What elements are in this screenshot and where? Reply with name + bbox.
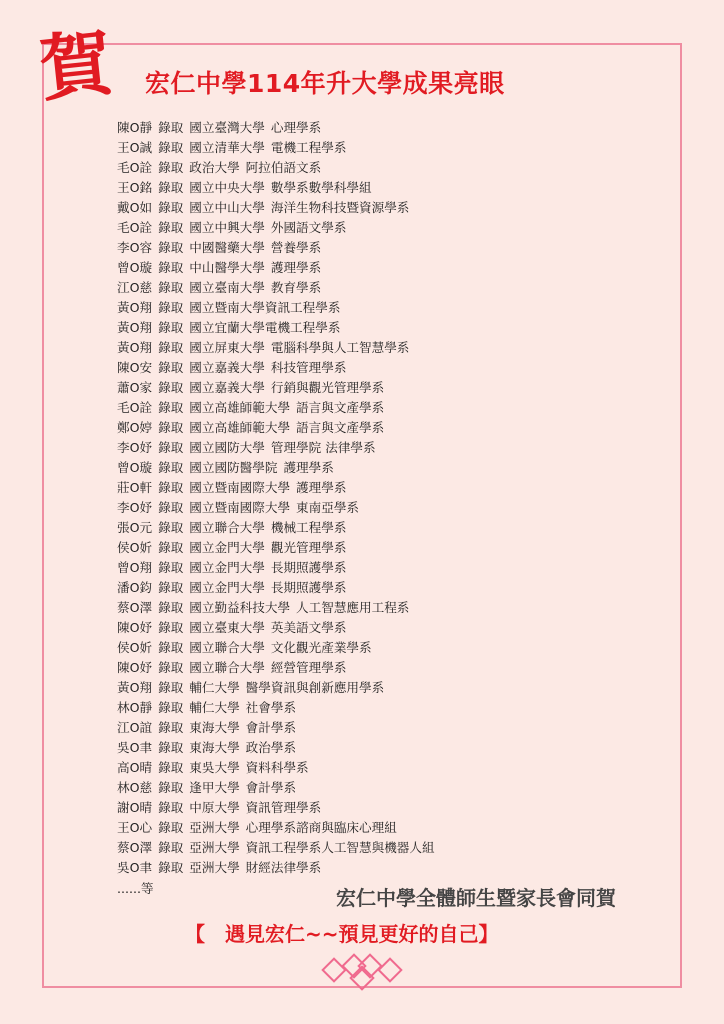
admission-name: 林O靜 — [117, 700, 153, 715]
admission-school: 國立高雄師範大學 — [189, 420, 291, 435]
admission-dept: 行銷與觀光管理學系 — [270, 380, 385, 395]
admission-row — [117, 798, 441, 818]
admission-action: 錄取 — [158, 240, 184, 255]
admission-dept: 管理學院 法律學系 — [270, 440, 376, 455]
admission-name: 吳O聿 — [117, 740, 153, 755]
admission-row — [117, 478, 441, 498]
admission-dept: 資料科學系 — [245, 760, 309, 775]
admission-dept: 營養學系 — [270, 240, 322, 255]
admission-name: 林O慈 — [117, 780, 153, 795]
admission-row — [117, 178, 441, 198]
admission-dept: 東南亞學系 — [296, 500, 360, 515]
admission-action: 錄取 — [158, 700, 184, 715]
admission-dept: 醫學資訊與創新應用學系 — [245, 680, 385, 695]
admission-school: 中原大學 — [189, 800, 240, 815]
admission-dept: 語言與文產學系 — [296, 420, 385, 435]
admission-dept: 語言與文產學系 — [296, 400, 385, 415]
slogan: 【 遇見宏仁~~預見更好的自己】 — [185, 922, 499, 946]
admission-school: 亞洲大學 — [189, 860, 240, 875]
admission-school: 國立國防大學 — [189, 440, 265, 455]
admission-name: 黃O翔 — [117, 680, 153, 695]
admission-row — [117, 318, 441, 338]
admission-school: 東海大學 — [189, 720, 240, 735]
admission-school: 國立聯合大學 — [189, 660, 265, 675]
admission-dept: 機械工程學系 — [270, 520, 347, 535]
admission-dept: 海洋生物科技暨資源學系 — [270, 200, 410, 215]
admission-action: 錄取 — [158, 120, 184, 135]
admission-action: 錄取 — [158, 720, 184, 735]
admission-row — [117, 458, 441, 478]
admission-name: 潘O鈞 — [117, 580, 153, 595]
admission-action: 錄取 — [158, 640, 184, 655]
admission-school: 國立勤益科技大學 — [189, 600, 291, 615]
admission-row — [117, 638, 441, 658]
admission-action: 錄取 — [158, 400, 184, 415]
admission-action: 錄取 — [158, 780, 184, 795]
admission-school: 中山醫學大學 — [189, 260, 265, 275]
admission-dept: 科技管理學系 — [270, 360, 347, 375]
admission-name: 江O慈 — [117, 280, 153, 295]
admission-action: 錄取 — [158, 820, 184, 835]
admission-action: 錄取 — [158, 580, 184, 595]
admission-school: 國立高雄師範大學 — [189, 400, 291, 415]
admission-dept: 心理學系 — [270, 120, 322, 135]
admission-school: 東吳大學 — [189, 760, 240, 775]
admission-row — [117, 738, 441, 758]
admission-row — [117, 278, 441, 298]
admission-school: 國立聯合大學 — [189, 640, 265, 655]
chinese-knot-decoration-icon — [316, 952, 408, 992]
admission-action: 錄取 — [158, 540, 184, 555]
admission-dept: 護理學系 — [296, 480, 347, 495]
admission-row — [117, 518, 441, 538]
admission-dept: 財經法律學系 — [245, 860, 322, 875]
admission-row — [117, 838, 441, 858]
admission-row — [117, 598, 441, 618]
admission-school: 國立暨南國際大學 — [189, 500, 291, 515]
admission-action: 錄取 — [158, 380, 184, 395]
admission-school: 國立清華大學 — [189, 140, 265, 155]
admission-dept: 教育學系 — [270, 280, 322, 295]
admission-school: 國立臺東大學 — [189, 620, 265, 635]
admission-name: 毛O詮 — [117, 220, 153, 235]
list-etc: ......等 — [117, 881, 154, 896]
admission-school: 國立屏東大學 — [189, 340, 265, 355]
admission-name: 謝O晴 — [117, 800, 153, 815]
admission-action: 錄取 — [158, 620, 184, 635]
admission-action: 錄取 — [158, 760, 184, 775]
admission-name: 陳O妤 — [117, 660, 153, 675]
admission-school: 國立臺灣大學 — [189, 120, 265, 135]
admission-row — [117, 818, 441, 838]
admission-action: 錄取 — [158, 660, 184, 675]
admission-school: 亞洲大學 — [189, 820, 240, 835]
admission-name: 王O誠 — [117, 140, 153, 155]
admission-name: 蔡O澤 — [117, 600, 153, 615]
admission-row — [117, 238, 441, 258]
admission-action: 錄取 — [158, 300, 184, 315]
admission-name: 陳O安 — [117, 360, 153, 375]
admission-name: 毛O詮 — [117, 160, 153, 175]
admission-school: 政治大學 — [189, 160, 240, 175]
admission-action: 錄取 — [158, 860, 184, 875]
admission-action: 錄取 — [158, 680, 184, 695]
admission-row — [117, 698, 441, 718]
admission-name: 曾O璇 — [117, 460, 153, 475]
admission-row — [117, 338, 441, 358]
admission-action: 錄取 — [158, 440, 184, 455]
admission-dept: 長期照護學系 — [270, 580, 347, 595]
admission-name: 陳O妤 — [117, 620, 153, 635]
admission-row — [117, 118, 441, 138]
admission-name: 侯O妡 — [117, 640, 153, 655]
admission-row — [117, 378, 441, 398]
admission-school: 國立聯合大學 — [189, 520, 265, 535]
admission-name: 毛O詮 — [117, 400, 153, 415]
admission-row — [117, 618, 441, 638]
admission-name: 黃O翔 — [117, 340, 153, 355]
admission-row — [117, 498, 441, 518]
admission-row — [117, 258, 441, 278]
admission-action: 錄取 — [158, 260, 184, 275]
admission-school: 國立中山大學 — [189, 200, 265, 215]
admission-row — [117, 398, 441, 418]
admission-name: 莊O軒 — [117, 480, 153, 495]
admission-dept: 資訊管理學系 — [245, 800, 322, 815]
admission-name: 李O妤 — [117, 500, 153, 515]
admission-school: 輔仁大學 — [189, 680, 240, 695]
admission-row — [117, 158, 441, 178]
admission-school: 輔仁大學 — [189, 700, 240, 715]
admission-name: 李O妤 — [117, 440, 153, 455]
admission-school: 國立金門大學 — [189, 560, 265, 575]
admission-dept: 護理學系 — [283, 460, 334, 475]
admission-school: 國立中央大學 — [189, 180, 265, 195]
admission-dept: 護理學系 — [270, 260, 322, 275]
admission-dept: 長期照護學系 — [270, 560, 347, 575]
admission-action: 錄取 — [158, 360, 184, 375]
admission-school: 國立暨南國際大學 — [189, 480, 291, 495]
admission-name: 李O容 — [117, 240, 153, 255]
admission-row — [117, 298, 441, 318]
admission-dept: 資訊工程學系人工智慧與機器人組 — [245, 840, 435, 855]
admission-school: 中國醫藥大學 — [189, 240, 265, 255]
admission-school: 國立中興大學 — [189, 220, 265, 235]
admission-school: 國立臺南大學 — [189, 280, 265, 295]
admission-action: 錄取 — [158, 140, 184, 155]
admission-action: 錄取 — [158, 840, 184, 855]
admission-name: 戴O如 — [117, 200, 153, 215]
page-title: 宏仁中學114年升大學成果亮眼 — [145, 69, 505, 98]
admission-dept: 會計學系 — [245, 720, 297, 735]
admission-action: 錄取 — [158, 180, 184, 195]
admission-name: 侯O妡 — [117, 540, 153, 555]
admission-row — [117, 778, 441, 798]
admission-dept: 人工智慧應用工程系 — [296, 600, 410, 615]
admission-action: 錄取 — [158, 340, 184, 355]
admission-row — [117, 578, 441, 598]
admission-row — [117, 218, 441, 238]
admission-dept: 觀光管理學系 — [270, 540, 347, 555]
admission-action: 錄取 — [158, 500, 184, 515]
admission-school: 東海大學 — [189, 740, 240, 755]
admission-action: 錄取 — [158, 200, 184, 215]
admission-row — [117, 858, 441, 878]
admission-name: 江O誼 — [117, 720, 153, 735]
admission-school: 國立國防醫學院 — [189, 460, 278, 475]
admission-name: 王O心 — [117, 820, 153, 835]
admission-action: 錄取 — [158, 460, 184, 475]
admission-action: 錄取 — [158, 280, 184, 295]
admission-school: 國立嘉義大學 — [189, 360, 265, 375]
admission-dept: 會計學系 — [245, 780, 297, 795]
admission-action: 錄取 — [158, 320, 184, 335]
admission-action: 錄取 — [158, 740, 184, 755]
admission-name: 吳O聿 — [117, 860, 153, 875]
admission-dept: 外國語文學系 — [270, 220, 347, 235]
admission-dept: 經營管理學系 — [270, 660, 347, 675]
admission-name: 黃O翔 — [117, 300, 153, 315]
admission-name: 曾O璇 — [117, 260, 153, 275]
admission-action: 錄取 — [158, 800, 184, 815]
admission-row — [117, 718, 441, 738]
admission-dept: 數學系數學科學組 — [270, 180, 372, 195]
admission-list — [117, 118, 441, 878]
admission-action: 錄取 — [158, 520, 184, 535]
admission-school: 國立宜蘭大學電機工程學系 — [189, 320, 341, 335]
admission-row — [117, 358, 441, 378]
admission-row — [117, 438, 441, 458]
admission-action: 錄取 — [158, 160, 184, 175]
admission-row — [117, 138, 441, 158]
admission-dept: 電機工程學系 — [270, 140, 347, 155]
admission-row — [117, 558, 441, 578]
admission-name: 張O元 — [117, 520, 153, 535]
admission-name: 曾O翔 — [117, 560, 153, 575]
admission-name: 高O晴 — [117, 760, 153, 775]
admission-action: 錄取 — [158, 480, 184, 495]
admission-name: 陳O靜 — [117, 120, 153, 135]
admission-dept: 阿拉伯語文系 — [245, 160, 322, 175]
admission-school: 國立暨南大學資訊工程學系 — [189, 300, 341, 315]
admission-dept: 電腦科學與人工智慧學系 — [270, 340, 410, 355]
admission-school: 國立金門大學 — [189, 580, 265, 595]
admission-action: 錄取 — [158, 420, 184, 435]
admission-name: 蔡O澤 — [117, 840, 153, 855]
admission-row — [117, 678, 441, 698]
admission-row — [117, 198, 441, 218]
admission-dept: 政治學系 — [245, 740, 297, 755]
admission-school: 國立金門大學 — [189, 540, 265, 555]
admission-action: 錄取 — [158, 560, 184, 575]
admission-dept: 英美語文學系 — [270, 620, 347, 635]
admission-school: 國立嘉義大學 — [189, 380, 265, 395]
admission-row — [117, 538, 441, 558]
admission-school: 亞洲大學 — [189, 840, 240, 855]
admission-school: 逢甲大學 — [189, 780, 240, 795]
admission-name: 蕭O家 — [117, 380, 153, 395]
admission-row — [117, 418, 441, 438]
admission-action: 錄取 — [158, 600, 184, 615]
admission-name: 鄭O婷 — [117, 420, 153, 435]
admission-dept: 心理學系諮商與臨床心理組 — [245, 820, 397, 835]
admission-row — [117, 758, 441, 778]
admission-dept: 文化觀光產業學系 — [270, 640, 372, 655]
admission-name: 王O銘 — [117, 180, 153, 195]
admission-name: 黃O翔 — [117, 320, 153, 335]
admission-row — [117, 658, 441, 678]
signoff: 宏仁中學全體師生暨家長會同賀 — [336, 886, 616, 910]
admission-action: 錄取 — [158, 220, 184, 235]
admission-dept: 社會學系 — [245, 700, 297, 715]
congratulations-character: 賀 — [35, 19, 117, 112]
